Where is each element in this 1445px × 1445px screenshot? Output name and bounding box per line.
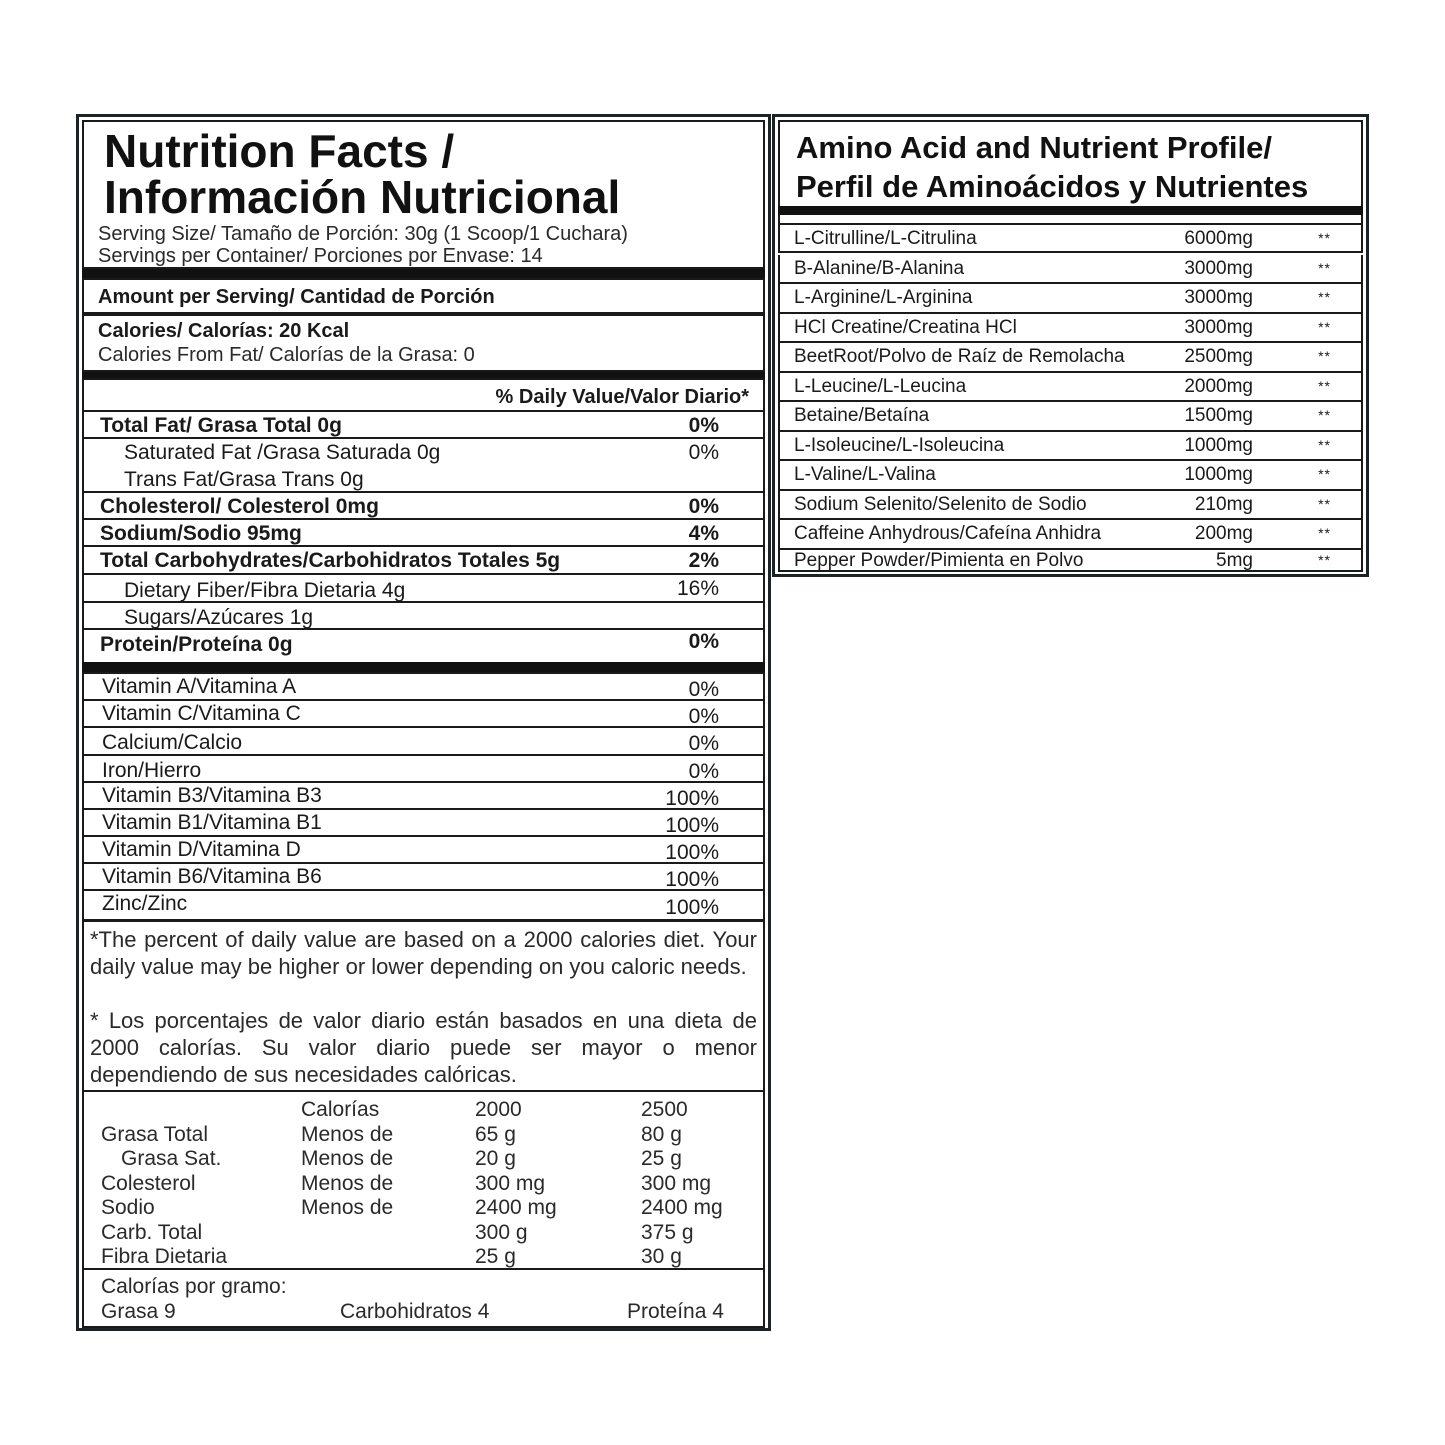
nutrient-label: Sugars/Azúcares 1g bbox=[124, 606, 314, 629]
vitamin-row-calcium bbox=[84, 728, 763, 756]
nutrient-row-sodium bbox=[84, 520, 763, 547]
dv-cell: Sodio bbox=[101, 1196, 155, 1219]
dv-cell: 300 g bbox=[475, 1220, 528, 1244]
vitamin-pct: 100% bbox=[665, 841, 719, 864]
amino-row bbox=[778, 255, 1363, 285]
amino-row bbox=[778, 343, 1363, 373]
title-line-2: Información Nutricional bbox=[104, 171, 621, 223]
vitamin-row-c bbox=[84, 701, 763, 728]
amino-name: L-Arginine/L-Arginina bbox=[794, 287, 973, 308]
dv-cell: 30 g bbox=[641, 1245, 682, 1268]
protein-per-gram: Proteína 4 bbox=[627, 1300, 724, 1323]
amino-mark: ** bbox=[1318, 318, 1331, 335]
nutrient-row-total-fat bbox=[84, 412, 763, 439]
nutrient-label: Total Carbohydrates/Carbohidratos Totales 5g bbox=[100, 549, 561, 572]
nutrient-label: Cholesterol/ Colesterol 0mg bbox=[100, 495, 379, 518]
dv-cell: 65 g bbox=[475, 1122, 516, 1146]
footnote-section bbox=[82, 919, 765, 1092]
nutrient-pct: 16% bbox=[676, 577, 719, 600]
dv-cell: Menos de bbox=[301, 1196, 394, 1219]
dv-cell bbox=[301, 1245, 393, 1270]
amino-name: L-Citrulline/L-Citrulina bbox=[794, 228, 977, 249]
nutrient-row-protein bbox=[84, 630, 763, 656]
amino-mark: ** bbox=[1318, 436, 1331, 453]
dv-col-2500 bbox=[641, 1098, 723, 1270]
amino-row bbox=[778, 432, 1363, 462]
amino-name: BeetRoot/Polvo de Raíz de Remolacha bbox=[794, 346, 1125, 367]
dv-cell: 375 g bbox=[641, 1220, 694, 1244]
nutrients-section bbox=[82, 378, 765, 666]
amino-amount: 1000mg bbox=[1184, 464, 1253, 485]
amount-per-serving: Amount per Serving/ Cantidad de Porción bbox=[98, 286, 495, 308]
calories: Calories/ Calorías: 20 Kcal bbox=[98, 320, 350, 342]
vitamin-row-a bbox=[84, 674, 763, 701]
dv-col-nutrient bbox=[101, 1098, 227, 1270]
vitamin-row-d bbox=[84, 837, 763, 864]
nutrient-pct: 0% bbox=[688, 441, 719, 464]
amino-amount: 1500mg bbox=[1184, 405, 1253, 426]
amino-name: Caffeine Anhydrous/Cafeína Anhidra bbox=[794, 523, 1102, 544]
amino-name: L-Leucine/L-Leucina bbox=[794, 375, 967, 397]
amino-profile-panel bbox=[772, 114, 1369, 577]
amino-name: Pepper Powder/Pimienta en Polvo bbox=[794, 549, 1084, 571]
amino-mark: ** bbox=[1318, 377, 1331, 394]
vitamin-row-b1 bbox=[84, 810, 763, 837]
servings-per-container: Servings per Container/ Porciones por Envase: 14 bbox=[98, 245, 543, 267]
calories-per-gram-section bbox=[82, 1270, 765, 1328]
amino-name: HCl Creatine/Creatina HCl bbox=[794, 316, 1017, 338]
vitamin-label: Vitamin A/Vitamina A bbox=[102, 675, 297, 698]
nutrient-row-trans-fat bbox=[84, 466, 763, 493]
amino-amount: 3000mg bbox=[1184, 287, 1253, 308]
dv-cell: 25 g bbox=[641, 1147, 682, 1170]
amino-row bbox=[778, 373, 1363, 403]
nutrient-pct: 0% bbox=[688, 414, 719, 437]
amino-row bbox=[778, 314, 1363, 344]
vitamin-pct: 100% bbox=[665, 787, 719, 810]
carb-per-gram: Carbohidratos 4 bbox=[340, 1300, 490, 1323]
dv-col-qualifier bbox=[301, 1098, 393, 1270]
calories-per-gram-label: Calorías por gramo: bbox=[101, 1275, 287, 1298]
dv-cell: 80 g bbox=[641, 1122, 682, 1146]
amino-mark: ** bbox=[1318, 551, 1331, 568]
divider-thick-1 bbox=[82, 269, 765, 278]
vitamin-pct: 0% bbox=[688, 705, 719, 728]
amino-row bbox=[778, 223, 1363, 253]
nutrient-pct: 0% bbox=[688, 495, 719, 518]
serving-size: Serving Size/ Tamaño de Porción: 30g (1 Scoop/1 Cuchara) bbox=[98, 223, 628, 245]
calories-section bbox=[82, 314, 765, 372]
vitamin-row-b6 bbox=[84, 864, 763, 891]
amino-header bbox=[778, 120, 1363, 206]
vitamin-label: Vitamin C/Vitamina C bbox=[102, 702, 301, 725]
amino-amount: 1000mg bbox=[1184, 434, 1253, 456]
amino-name: Sodium Selenito/Selenito de Sodio bbox=[794, 493, 1087, 515]
amino-amount: 2000mg bbox=[1184, 375, 1253, 397]
amino-title-line-1: Amino Acid and Nutrient Profile/ bbox=[796, 130, 1272, 165]
nutrient-label: Saturated Fat /Grasa Saturada 0g bbox=[124, 441, 441, 464]
fat-per-gram: Grasa 9 bbox=[101, 1300, 176, 1323]
amino-row bbox=[778, 491, 1363, 521]
daily-value-header: % Daily Value/Valor Diario* bbox=[495, 386, 749, 408]
vitamin-pct: 0% bbox=[688, 760, 719, 783]
nutrient-label: Sodium/Sodio 95mg bbox=[100, 522, 302, 545]
dv-cell: Grasa Total bbox=[101, 1122, 208, 1146]
amino-row bbox=[778, 520, 1363, 550]
amino-mark: ** bbox=[1318, 230, 1331, 246]
amino-amount: 3000mg bbox=[1184, 257, 1253, 279]
amino-name: Betaine/Betaína bbox=[794, 405, 930, 426]
dv-cell: 2000 bbox=[475, 1098, 522, 1121]
vitamin-label: Vitamin D/Vitamina D bbox=[102, 838, 301, 861]
amino-amount: 5mg bbox=[1216, 549, 1253, 571]
nutrient-pct: 2% bbox=[688, 549, 719, 572]
amino-row bbox=[778, 461, 1363, 491]
dv-cell: Menos de bbox=[301, 1122, 394, 1146]
footnote-english: *The percent of daily value are based on a 2000 calories diet. Your daily value may be higher or lower depending on you caloric needs. bbox=[90, 927, 757, 979]
vitamin-label: Vitamin B6/Vitamina B6 bbox=[102, 865, 322, 888]
dv-cell: 2400 mg bbox=[641, 1196, 723, 1219]
title-line-1: Nutrition Facts / bbox=[104, 125, 455, 177]
vitamin-row-iron bbox=[84, 756, 763, 783]
footnote-spanish: * Los porcentajes de valor diario están basados en una dieta de 2000 calorías. Su valor diario puede ser mayor o menor dependiendo de sus necesidades calóricas. bbox=[90, 1008, 757, 1087]
vitamin-pct: 100% bbox=[665, 868, 719, 891]
amino-title-line-2: Perfil de Aminoácidos y Nutrientes bbox=[796, 169, 1309, 204]
vitamin-label: Calcium/Calcio bbox=[102, 731, 243, 754]
amino-mark: ** bbox=[1318, 259, 1331, 276]
amino-divider-thick bbox=[778, 206, 1363, 215]
amino-amount: 200mg bbox=[1194, 523, 1253, 544]
amount-section bbox=[82, 278, 765, 314]
dv-cell: 2500 bbox=[641, 1098, 688, 1121]
amino-mark: ** bbox=[1318, 495, 1331, 512]
amino-mark: ** bbox=[1318, 525, 1331, 541]
amino-name: L-Valine/L-Valina bbox=[794, 464, 936, 485]
calories-from-fat: Calories From Fat/ Calorías de la Grasa: 0 bbox=[98, 344, 475, 366]
amino-mark: ** bbox=[1318, 407, 1331, 423]
amino-row bbox=[778, 284, 1363, 314]
vitamin-label: Zinc/Zinc bbox=[102, 892, 188, 915]
vitamins-section bbox=[82, 672, 765, 921]
amino-amount: 2500mg bbox=[1184, 346, 1253, 367]
dv-cell: Menos de bbox=[301, 1171, 394, 1195]
divider-thick-3 bbox=[82, 662, 765, 672]
vitamin-pct: 0% bbox=[688, 732, 719, 755]
vitamin-label: Vitamin B3/Vitamina B3 bbox=[102, 784, 322, 807]
vitamin-label: Iron/Hierro bbox=[102, 759, 202, 782]
header-section bbox=[82, 120, 765, 269]
vitamin-pct: 100% bbox=[665, 814, 719, 837]
dv-col-2000 bbox=[475, 1098, 557, 1270]
nutrient-pct: 4% bbox=[688, 522, 719, 545]
nutrient-row-saturated-fat bbox=[84, 439, 763, 466]
nutrient-row-total-carbs bbox=[84, 547, 763, 575]
nutrient-pct: 0% bbox=[688, 630, 719, 653]
dv-cell: 20 g bbox=[475, 1147, 516, 1170]
amino-amount: 3000mg bbox=[1184, 316, 1253, 338]
dv-cell bbox=[301, 1221, 393, 1246]
dv-cell: 300 mg bbox=[475, 1171, 546, 1195]
amino-mark: ** bbox=[1318, 466, 1331, 482]
nutrient-label: Protein/Proteína 0g bbox=[100, 633, 293, 656]
amino-mark: ** bbox=[1318, 348, 1331, 364]
nutrient-label: Trans Fat/Grasa Trans 0g bbox=[124, 468, 364, 491]
vitamin-label: Vitamin B1/Vitamina B1 bbox=[102, 811, 322, 834]
nutrient-row-dietary-fiber bbox=[84, 575, 763, 603]
dv-cell: Colesterol bbox=[101, 1171, 196, 1195]
vitamin-row-b3 bbox=[84, 783, 763, 810]
dv-cell: 25 g bbox=[475, 1245, 516, 1268]
vitamin-row-zinc bbox=[84, 891, 763, 920]
amino-amount: 6000mg bbox=[1184, 228, 1253, 249]
amino-mark: ** bbox=[1318, 289, 1331, 305]
nutrient-row-cholesterol bbox=[84, 493, 763, 520]
dv-cell: Menos de bbox=[301, 1147, 394, 1170]
nutrient-label: Total Fat/ Grasa Total 0g bbox=[100, 414, 342, 437]
dv-cell: 300 mg bbox=[641, 1171, 712, 1195]
vitamin-pct: 0% bbox=[688, 678, 719, 701]
dv-cell: Grasa Sat. bbox=[121, 1147, 222, 1170]
amino-row bbox=[778, 402, 1363, 432]
dv-cell: Fibra Dietaria bbox=[101, 1245, 228, 1268]
vitamin-pct: 100% bbox=[665, 896, 719, 919]
daily-value-table bbox=[82, 1092, 765, 1270]
amino-amount: 210mg bbox=[1194, 493, 1253, 515]
dv-cell: Carb. Total bbox=[101, 1220, 203, 1244]
nutrient-label: Dietary Fiber/Fibra Dietaria 4g bbox=[124, 579, 406, 602]
dv-cell: Calorías bbox=[301, 1098, 380, 1121]
amino-name: L-Isoleucine/L-Isoleucina bbox=[794, 434, 1005, 456]
amino-name: B-Alanine/B-Alanina bbox=[794, 257, 965, 279]
nutrition-facts-panel bbox=[76, 114, 771, 1331]
nutrient-row-sugars bbox=[84, 603, 763, 630]
dv-cell: 2400 mg bbox=[475, 1196, 557, 1219]
dv-cell bbox=[101, 1098, 227, 1123]
amino-row bbox=[778, 550, 1363, 572]
